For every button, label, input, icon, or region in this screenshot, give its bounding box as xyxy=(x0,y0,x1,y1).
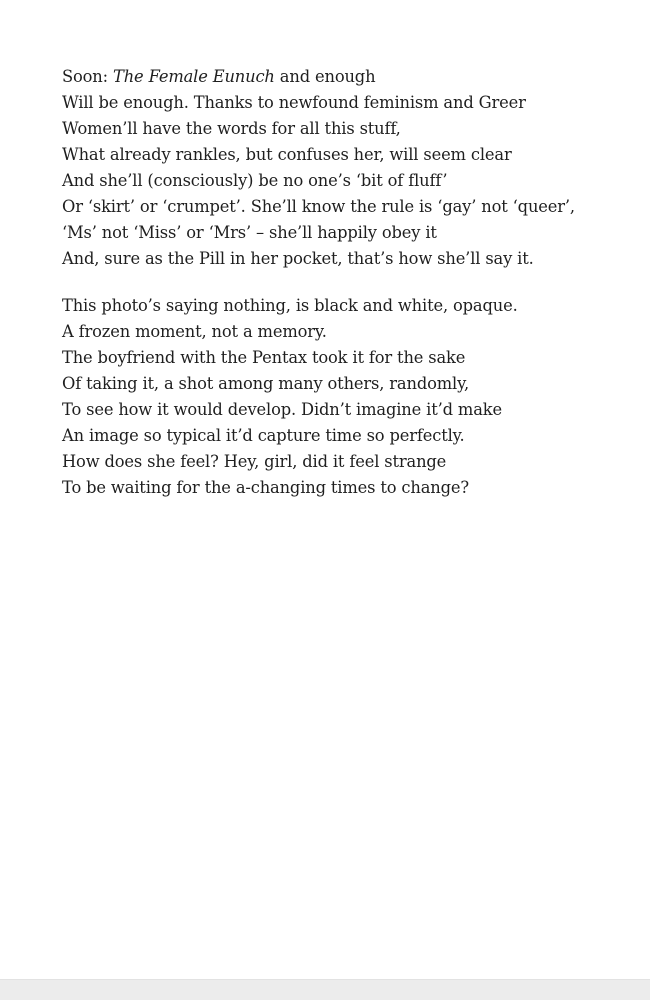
poem-line: What already rankles, but confuses her, will seem clear xyxy=(62,145,512,164)
poem-line: A frozen moment, not a memory. xyxy=(62,322,327,341)
poem-line xyxy=(62,64,642,90)
poem-line: To be waiting for the a-changing times to change? xyxy=(62,478,469,497)
book-title: The Female Eunuch xyxy=(113,67,275,86)
line-prefix: Soon: xyxy=(62,67,114,86)
poem-line: Women’ll have the words for all this stuff, xyxy=(62,119,401,138)
poem-line: ‘Ms’ not ‘Miss’ or ‘Mrs’ – she’ll happily obey it xyxy=(62,223,437,242)
stanza-2 xyxy=(62,293,642,501)
poem-line: Of taking it, a shot among many others, randomly, xyxy=(62,374,469,393)
line-suffix: and enough xyxy=(274,67,376,86)
stanza-1 xyxy=(62,64,642,272)
poem-line: This photo’s saying nothing, is black and white, opaque. xyxy=(62,296,518,315)
bottom-edge-bar xyxy=(0,979,650,1000)
poem-text xyxy=(62,64,642,501)
poem-line: How does she feel? Hey, girl, did it feel strange xyxy=(62,452,447,471)
poem-line: An image so typical it’d capture time so perfectly. xyxy=(62,426,465,445)
poem-line: Will be enough. Thanks to newfound feminism and Greer xyxy=(62,93,526,112)
poem-line: And, sure as the Pill in her pocket, that’s how she’ll say it. xyxy=(62,249,534,268)
poem-line: And she’ll (consciously) be no one’s ‘bit of fluff’ xyxy=(62,171,448,190)
poem-line: Or ‘skirt’ or ‘crumpet’. She’ll know the rule is ‘gay’ not ‘queer’, xyxy=(62,197,575,216)
poem-line: The boyfriend with the Pentax took it for the sake xyxy=(62,348,466,367)
poem-line: To see how it would develop. Didn’t imagine it’d make xyxy=(62,400,502,419)
